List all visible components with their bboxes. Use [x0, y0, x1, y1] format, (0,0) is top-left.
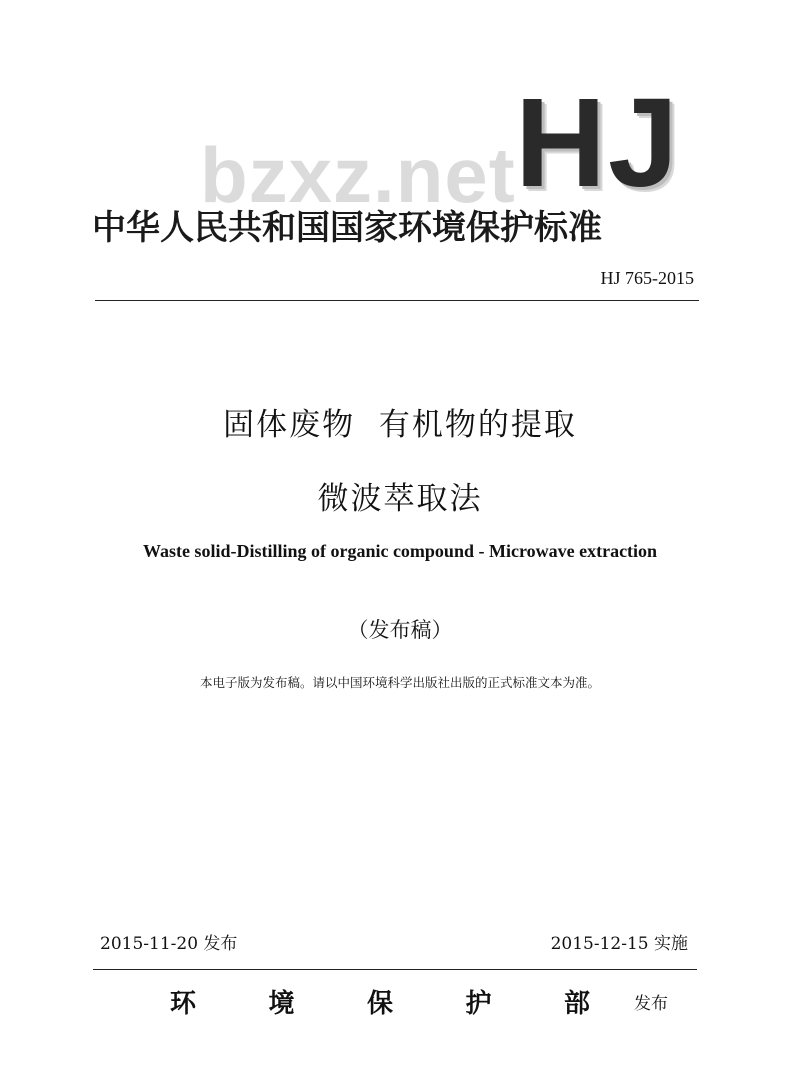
- ministry-char: 环: [170, 989, 197, 1019]
- draft-label: （发布稿）: [347, 618, 453, 642]
- org-title: 中华人民共和国国家环境保护标准: [92, 208, 602, 248]
- ministry-char: 保: [366, 989, 393, 1019]
- edition-note: 本电子版为发布稿。请以中国环境科学出版社出版的正式标准文本为准。: [199, 675, 600, 690]
- ministry-char: 境: [268, 989, 295, 1019]
- implementation-date: 2015-12-15 实施: [550, 934, 688, 954]
- bottom-divider: [93, 969, 697, 970]
- hj-logo: HJ: [515, 72, 681, 213]
- ministry-char: 部: [563, 989, 590, 1019]
- top-divider: [95, 300, 699, 301]
- ministry-char: 护: [465, 989, 492, 1019]
- english-title: Waste solid-Distilling of organic compound - Microwave extraction: [142, 541, 658, 561]
- issue-date: 2015-11-20 发布: [100, 934, 238, 954]
- watermark: bzxz.net: [200, 131, 516, 219]
- document-title-line1: 固体废物 有机物的提取: [223, 407, 577, 443]
- publish-label: 发布: [634, 994, 668, 1014]
- ministry-name: [170, 984, 590, 1024]
- document-title-line2: 微波萃取法: [317, 481, 483, 517]
- standard-number: HJ 765-2015: [600, 268, 694, 288]
